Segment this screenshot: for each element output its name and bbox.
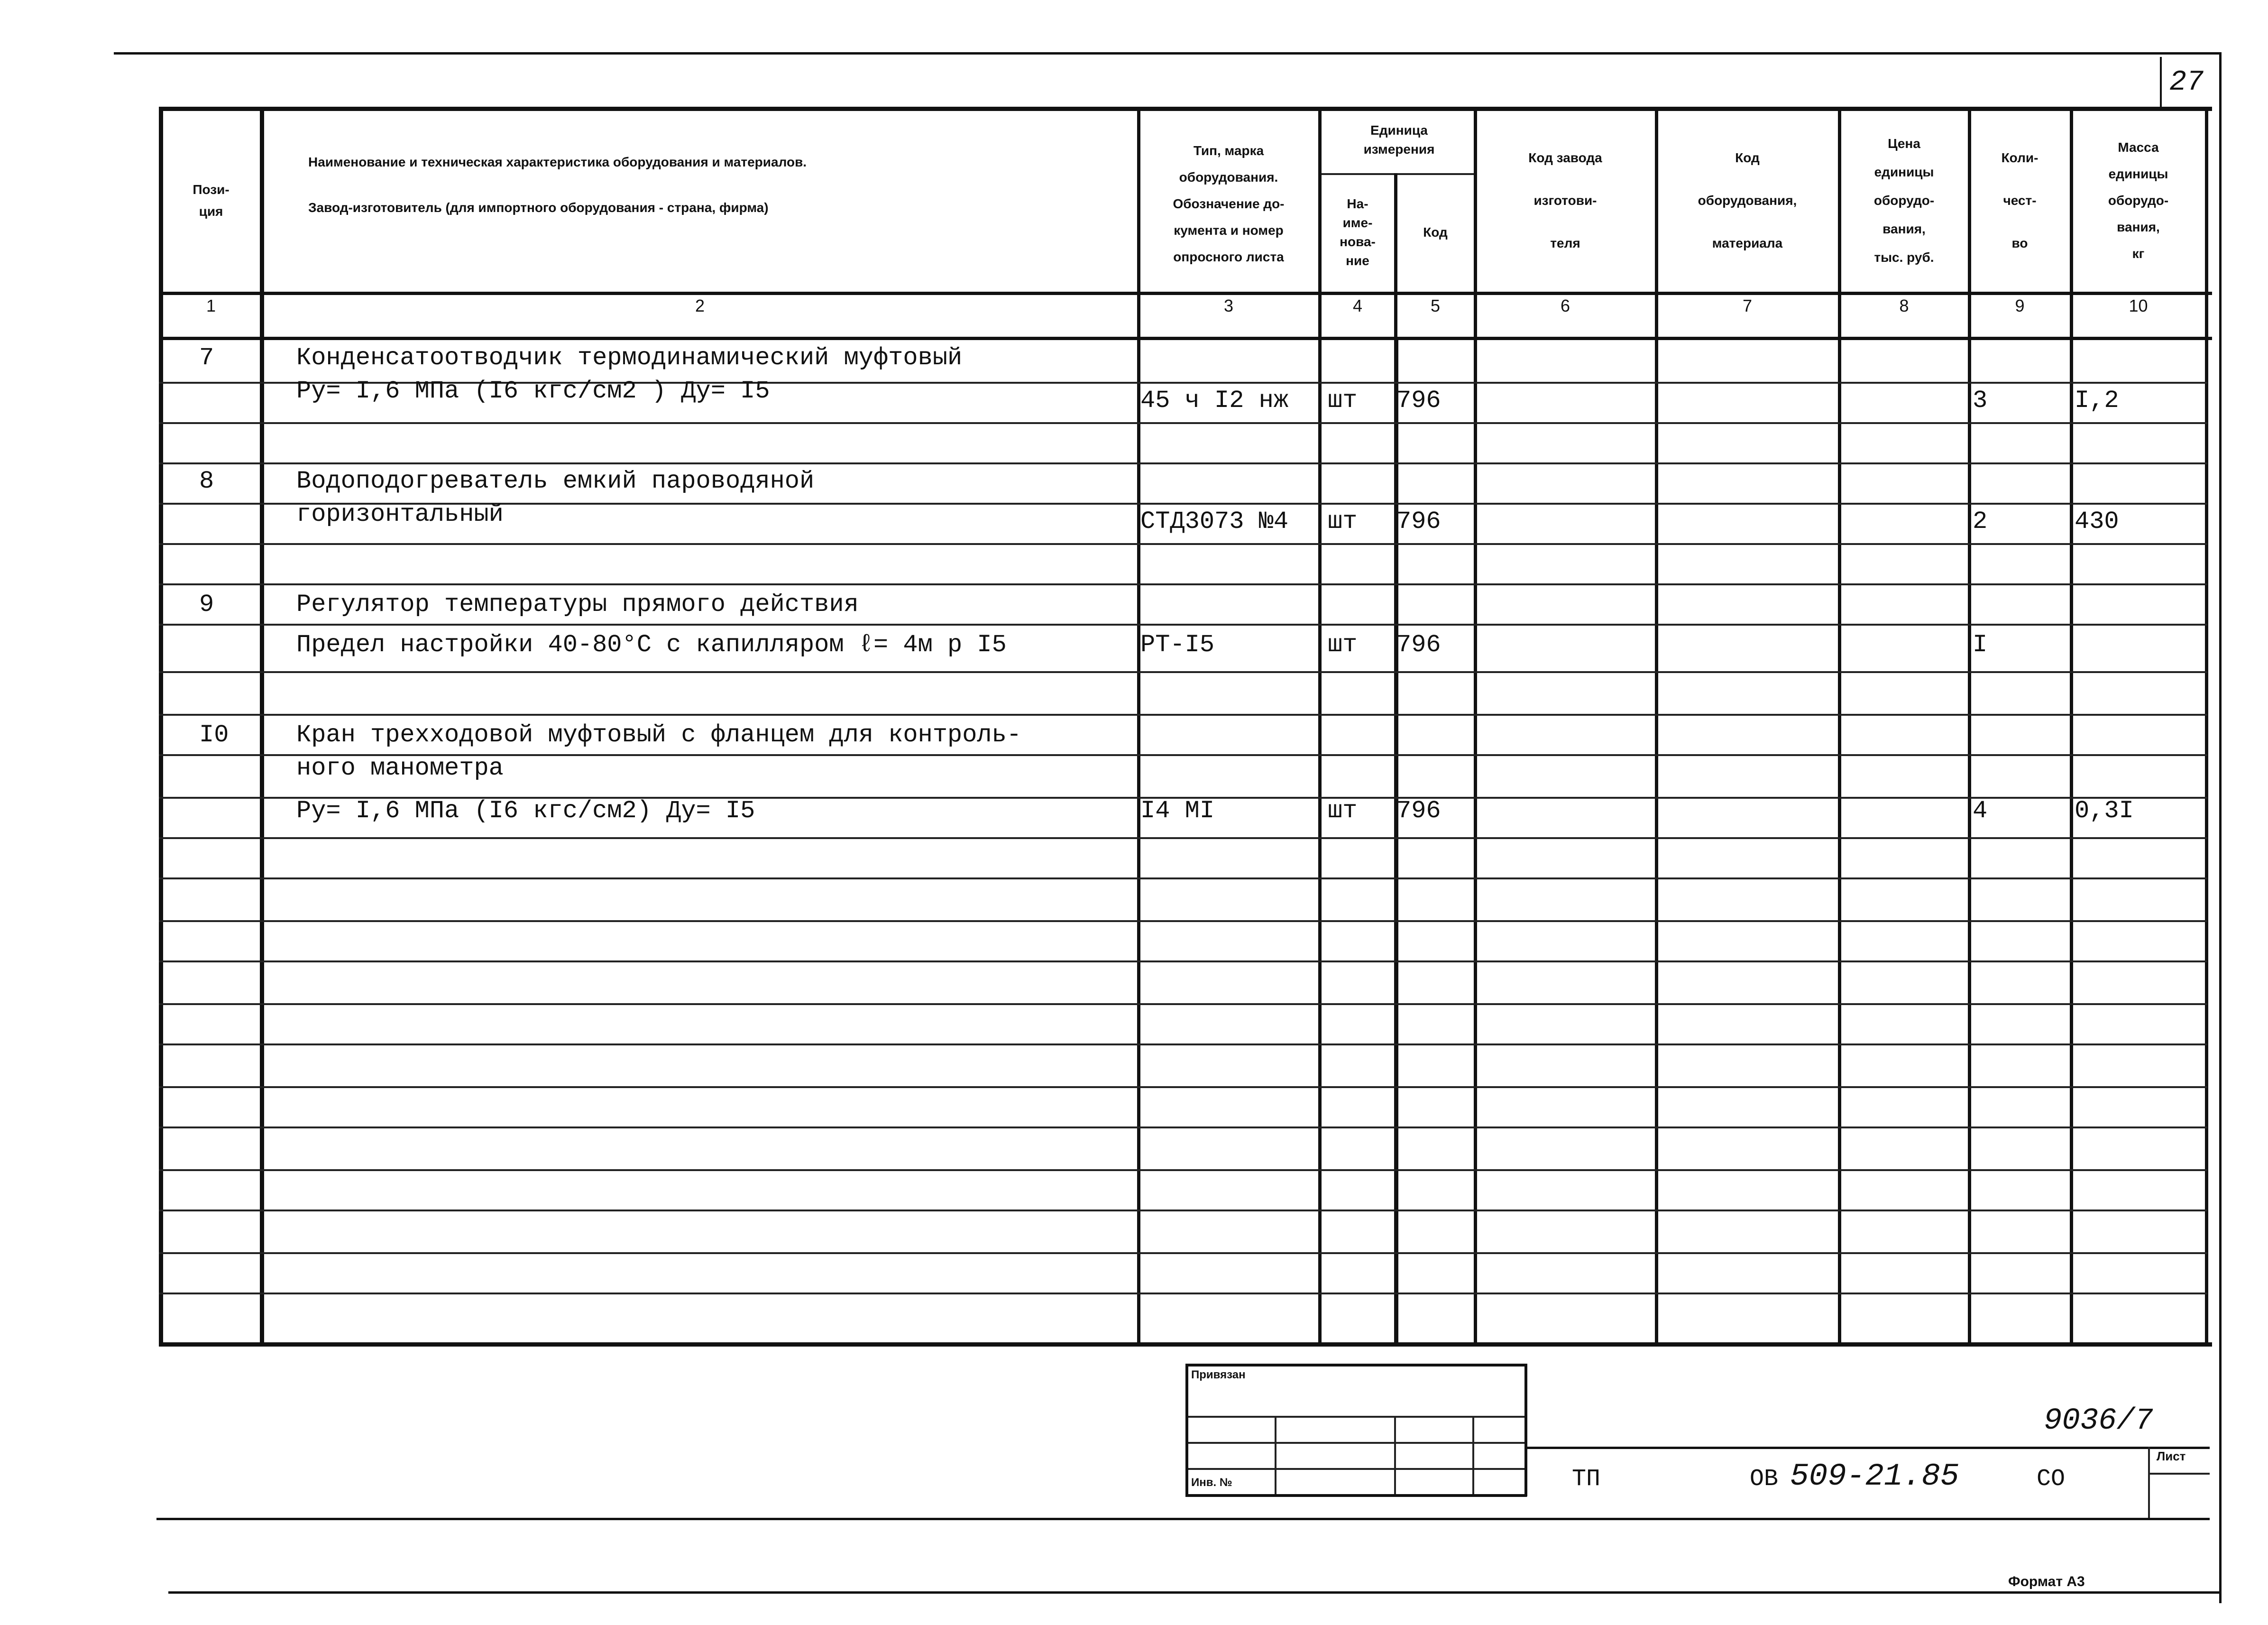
col-number: 5 bbox=[1430, 296, 1441, 315]
row-position: 7 bbox=[199, 344, 214, 372]
binding-label: Привязан bbox=[1191, 1368, 1246, 1381]
row-mark: 45 ч I2 нж bbox=[1140, 387, 1289, 415]
row-unit: шт bbox=[1328, 508, 1358, 536]
header-unit-name: На- име- нова- ние bbox=[1340, 196, 1376, 268]
row-mass: 430 bbox=[2075, 508, 2119, 536]
col-number: 8 bbox=[1899, 296, 1909, 315]
row-mark: СТД3073 №4 bbox=[1140, 508, 1289, 536]
col-number: 2 bbox=[695, 296, 705, 315]
header-unit: Единица измерения bbox=[1363, 123, 1435, 157]
col-number: 9 bbox=[2015, 296, 2025, 315]
row-position: 9 bbox=[199, 591, 214, 619]
row-code: 796 bbox=[1396, 797, 1441, 825]
header-name: Наименование и техническая характеристика оборудования и материалов. Завод-изготовитель (для импортного оборудования - страна, фирма) bbox=[308, 155, 807, 215]
header-factory-code: Код завода изготови- теля bbox=[1528, 150, 1602, 250]
row-code: 796 bbox=[1396, 508, 1441, 536]
col-number: 10 bbox=[2129, 296, 2148, 315]
col-number: 6 bbox=[1560, 296, 1570, 315]
header-mark: Тип, марка оборудования. Обозначение до- кумента и номер опросного листа bbox=[1173, 143, 1285, 264]
row-name: горизонтальный bbox=[296, 500, 504, 528]
col-number: 1 bbox=[206, 296, 216, 315]
row-name: ного манометра bbox=[296, 754, 504, 782]
row-mark: I4 МI bbox=[1140, 797, 1215, 825]
document-number: 9036/7 bbox=[2044, 1404, 2153, 1438]
row-unit: шт bbox=[1328, 387, 1358, 415]
row-mass: I,2 bbox=[2075, 387, 2119, 415]
row-quantity: 4 bbox=[1973, 797, 1988, 825]
page-number: 27 bbox=[2169, 66, 2204, 99]
row-quantity: 2 bbox=[1973, 508, 1988, 536]
row-mass: 0,3I bbox=[2075, 797, 2134, 825]
inventory-label: Инв. № bbox=[1191, 1476, 1232, 1489]
header-equipment-code: Код оборудования, материала bbox=[1698, 150, 1797, 250]
header-position: Пози- ция bbox=[193, 182, 230, 219]
sheet-label: Лист bbox=[2157, 1449, 2186, 1463]
row-unit: шт bbox=[1328, 797, 1358, 825]
header-price: Цена единицы оборудо- вания, тыс. руб. bbox=[1873, 136, 1935, 265]
row-name: Ру= I,6 МПа (I6 кгс/см2 ) Ду= I5 bbox=[296, 377, 770, 405]
format-label: Формат А3 bbox=[2008, 1574, 2085, 1589]
header-mass: Масса единицы оборудо- вания, кг bbox=[2108, 139, 2169, 261]
row-quantity: 3 bbox=[1973, 387, 1988, 415]
row-name: Ру= I,6 МПа (I6 кгс/см2) Ду= I5 bbox=[296, 797, 755, 825]
row-quantity: I bbox=[1973, 631, 1988, 659]
row-code: 796 bbox=[1396, 387, 1441, 415]
header-unit-code: Код bbox=[1423, 225, 1448, 240]
row-name: Кран трехходовой муфтовый с фланцем для контроль- bbox=[296, 721, 1022, 749]
series-suffix: СО bbox=[2037, 1466, 2066, 1493]
row-name: Предел настройки 40-80°С с капилляром ℓ= 4м р I5 bbox=[296, 631, 1007, 659]
row-position: I0 bbox=[199, 721, 229, 749]
header-quantity: Коли- чест- во bbox=[2001, 150, 2038, 250]
row-unit: шт bbox=[1328, 631, 1358, 659]
row-name: Водоподогреватель емкий пароводяной bbox=[296, 467, 815, 495]
row-mark: РТ-I5 bbox=[1140, 631, 1215, 659]
row-name: Регулятор температуры прямого действия bbox=[296, 591, 859, 619]
series-number: 509-21.85 bbox=[1790, 1459, 1959, 1494]
tp-label: ТП bbox=[1572, 1466, 1601, 1493]
col-number: 3 bbox=[1223, 296, 1234, 315]
row-name: Конденсатоотводчик термодинамический муфтовый bbox=[296, 344, 963, 372]
col-number: 7 bbox=[1742, 296, 1753, 315]
col-number: 4 bbox=[1352, 296, 1363, 315]
row-code: 796 bbox=[1396, 631, 1441, 659]
series-prefix: ОВ bbox=[1750, 1466, 1779, 1493]
row-position: 8 bbox=[199, 467, 214, 495]
